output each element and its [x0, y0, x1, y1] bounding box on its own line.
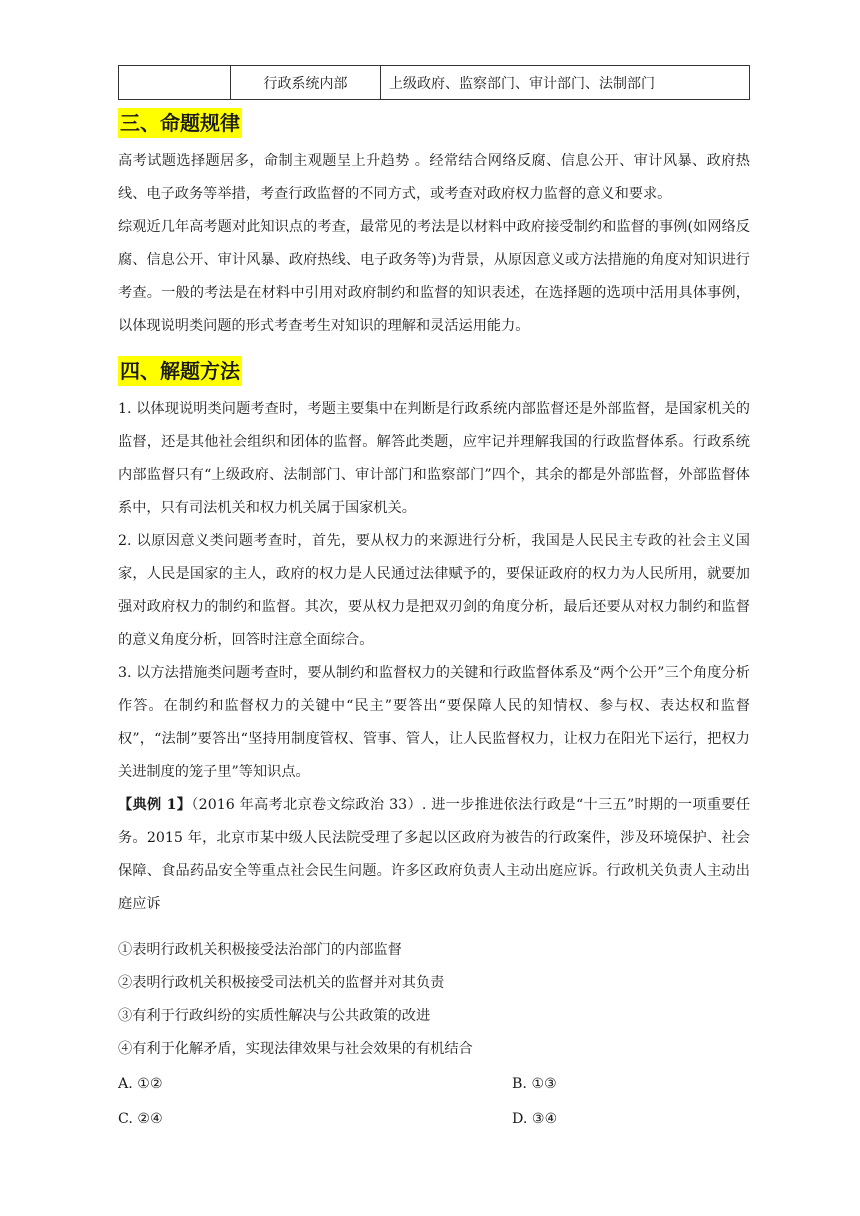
- table-cell-empty: [119, 66, 231, 100]
- example-item-2: ②表明行政机关积极接受司法机关的监督并对其负责: [118, 975, 445, 991]
- option-d: D. ③④: [512, 1111, 558, 1127]
- section4-paragraph-2: 2. 以原因意义类问题考查时，首先，要从权力的来源进行分析，我国是人民民主专政的社会主义国家，人民是国家的主人，政府的权力是人民通过法律赋予的，要保证政府的权力为人民所用，就要加强对政府权力的制约和监督。其次，要从权力是把双刃剑的角度分析，最后还要从对权力制约和监督的意义角度分析，回答时注意全面综合。: [118, 533, 750, 648]
- section3-paragraph-1: 高考试题选择题居多，命制主观题呈上升趋势 。经常结合网络反腐、信息公开、审计风暴、政府热线、电子政务等举措，考查行政监督的不同方式，或考查对政府权力监督的意义和要求。: [118, 153, 750, 202]
- table-cell-departments: 上级政府、监察部门、审计部门、法制部门: [381, 66, 750, 100]
- option-c: C. ②④: [118, 1111, 163, 1127]
- example-paragraph: [118, 789, 750, 921]
- example-text: （2016 年高考北京卷文综政治 33）. 进一步推进依法行政是“十三五”时期的一项重要任务。2015 年，北京市某中级人民法院受理了多起以区政府为被告的行政案件，涉及环境保护、社会保障、食品药品安全等重点社会民生问题。许多区政府负责人主动出庭应诉。行政机关负责人主动出庭应诉: [118, 797, 751, 912]
- section3-paragraph-2: 综观近几年高考题对此知识点的考查，最常见的考法是以材料中政府接受制约和监督的事例(如网络反腐、信息公开、审计风暴、政府热线、电子政务等)为背景，从原因意义或方法措施的角度对知识进行考查。一般的考法是在材料中引用对政府制约和监督的知识表述，在选择题的选项中活用具体事例，以体现说明类问题的形式考查考生对知识的理解和灵活运用能力。: [118, 219, 750, 334]
- example-item-3: ③有利于行政纠纷的实质性解决与公共政策的改进: [118, 1008, 431, 1024]
- example-item-1: ①表明行政机关积极接受法治部门的内部监督: [118, 942, 402, 958]
- table-row: [119, 66, 750, 100]
- example-item-4: ④有利于化解矛盾，实现法律效果与社会效果的有机结合: [118, 1041, 473, 1057]
- section4-heading: 四、解题方法: [118, 356, 242, 386]
- option-b: B. ①③: [512, 1076, 557, 1092]
- table-cell-category: 行政系统内部: [231, 66, 381, 100]
- section4-paragraph-1: 1. 以体现说明类问题考查时，考题主要集中在判断是行政系统内部监督还是外部监督，是国家机关的监督，还是其他社会组织和团体的监督。解答此类题，应牢记并理解我国的行政监督体系。行政系统内部监督只有“上级政府、法制部门、审计部门和监察部门”四个，其余的都是外部监督，外部监督体系中，只有司法机关和权力机关属于国家机关。: [118, 401, 750, 516]
- option-a: A. ①②: [118, 1076, 163, 1092]
- supervision-table: [118, 65, 750, 100]
- section4-paragraph-3: 3. 以方法措施类问题考查时，要从制约和监督权力的关键和行政监督体系及“两个公开”三个角度分析作答。在制约和监督权力的关键中“民主”要答出“要保障人民的知情权、参与权、表达权和监督权”，“法制”要答出“坚持用制度管权、管事、管人，让人民监督权力，让权力在阳光下运行，把权力关进制度的笼子里”等知识点。: [118, 665, 750, 780]
- section3-heading: 三、命题规律: [118, 108, 242, 138]
- example-label: 【典例 1】: [118, 797, 192, 813]
